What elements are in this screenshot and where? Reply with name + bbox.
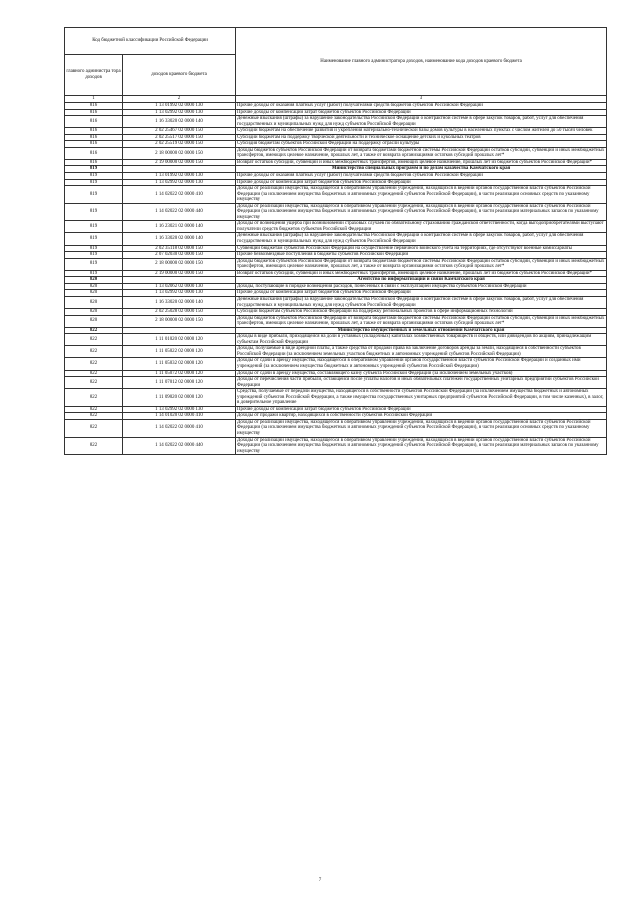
- admin-code-cell: 816: [65, 134, 123, 141]
- revenue-code-cell: 1 16 33020 02 0000 140: [123, 296, 236, 308]
- revenue-name-cell: Доходы от реализации имущества, находящегося в оперативном управлении учреждений, находящихся в ведении органов государственной власти субъектов Российской Федерации (за исключением имущества бюджетных и автономных учреждений субъектов Российской Федерации), в части реализации основных средств по указанному имуществу: [236, 419, 607, 437]
- revenue-code-cell: 1 13 02992 02 0000 130: [123, 406, 236, 413]
- revenue-name-cell: Денежные взыскания (штрафы) за нарушение законодательства Российской Федерации о контрактной системе в сфере закупок товаров, работ, услуг для обеспечения государственных и муниципальных нужд для нужд субъектов Российской Федерации: [236, 296, 607, 308]
- revenue-code-cell: 1 13 02992 02 0000 130: [123, 290, 236, 297]
- revenue-code-cell: 1 11 01020 02 0000 120: [123, 334, 236, 346]
- header-number-2: 2: [123, 96, 236, 103]
- revenue-name-cell: Субсидии бюджетам на поддержку творческой деятельности и техническое оснащение детских и кукольных театров: [236, 134, 607, 141]
- revenue-code-cell: 1 16 23021 02 0000 140: [123, 221, 236, 233]
- header-code-column: доходов краевого бюджета: [123, 55, 236, 96]
- revenue-name-cell: Субсидии бюджетам субъектов Российской Федерации на поддержку региональных проектов в сфере информационных технологий: [236, 309, 607, 316]
- table-body: [65, 28, 607, 455]
- admin-code-cell: 819: [65, 252, 123, 259]
- admin-code-cell: 819: [65, 245, 123, 252]
- table-row: [65, 258, 607, 270]
- revenue-name-cell: Субвенции бюджетам субъектов Российской Федерации на осуществление первичного воинского учета на территориях, где отсутствуют военные комиссариаты: [236, 245, 607, 252]
- admin-code-cell: 822: [65, 370, 123, 377]
- revenue-name-cell: Министерство имущественных и земельных отношений Камчатского края: [236, 327, 607, 334]
- revenue-code-cell: 2 18 00000 02 0000 150: [123, 315, 236, 327]
- page-number: 7: [318, 878, 322, 883]
- table-row: [65, 147, 607, 159]
- admin-code-cell: 819: [65, 173, 123, 180]
- header-group-title: Код бюджетной классификации Российской Федерации: [65, 28, 236, 55]
- admin-code-cell: 819: [65, 233, 123, 245]
- admin-code-cell: 819: [65, 186, 123, 204]
- revenue-name-cell: Прочие доходы от оказания платных услуг (работ) получателями средств бюджетов субъектов Российской Федерации: [236, 103, 607, 110]
- admin-code-cell: 819: [65, 270, 123, 277]
- admin-code-cell: 816: [65, 147, 123, 159]
- header-row-top: [65, 28, 607, 55]
- table-row: [65, 334, 607, 346]
- table-row: [65, 437, 607, 455]
- admin-code-cell: 820: [65, 283, 123, 290]
- admin-code-cell: 816: [65, 159, 123, 166]
- admin-code-cell: 822: [65, 413, 123, 420]
- header-number-row: [65, 96, 607, 103]
- admin-code-cell: 822: [65, 327, 123, 334]
- revenue-code-cell: 2 02 25517 02 0000 150: [123, 134, 236, 141]
- admin-code-cell: 822: [65, 389, 123, 407]
- admin-code-cell: 816: [65, 141, 123, 148]
- revenue-name-cell: Субсидии бюджетам на обеспечение развития и укрепления материально-технической базы домов культуры в населенных пунктах с числом жителей до 50 тысяч человек: [236, 128, 607, 135]
- revenue-code-cell: 2 18 00000 02 0000 150: [123, 147, 236, 159]
- revenue-code-cell: 1 14 01020 02 0000 410: [123, 413, 236, 420]
- revenue-name-cell: Прочие доходы от компенсации затрат бюджетов субъектов Российской Федерации: [236, 290, 607, 297]
- revenue-code-cell: 1 11 05032 02 0000 120: [123, 358, 236, 370]
- admin-code-cell: 816: [65, 109, 123, 116]
- admin-code-cell: 820: [65, 277, 123, 284]
- table-row: [65, 233, 607, 245]
- revenue-code-cell: 1 13 02062 02 0000 130: [123, 283, 236, 290]
- admin-code-cell: 822: [65, 334, 123, 346]
- revenue-code-cell: 1 16 33020 02 0000 140: [123, 233, 236, 245]
- table-row: [65, 346, 607, 358]
- header-admin-column: главного администра тора доходов: [65, 55, 123, 96]
- admin-code-cell: 822: [65, 346, 123, 358]
- revenue-name-cell: Доходы бюджетов субъектов Российской Федерации от возврата бюджетами бюджетной системы Российской Федерации остатков субсидий, субвенций и иных межбюджетных трансфертов, имеющих целевое назначение, прошлых лет, а также от возврата организациями остатков субсидий прошлых лет*: [236, 147, 607, 159]
- admin-code-cell: 819: [65, 179, 123, 186]
- header-number-1: 1: [65, 96, 123, 103]
- admin-code-cell: 819: [65, 221, 123, 233]
- revenue-code-cell: 2 02 25028 02 0000 150: [123, 309, 236, 316]
- revenue-code-cell: 2 19 00000 02 0000 150: [123, 270, 236, 277]
- revenue-name-cell: Доходы от сдачи в аренду имущества, составляющего казну субъекта Российской Федерации (за исключением земельных участков): [236, 370, 607, 377]
- table-row: [65, 203, 607, 221]
- admin-code-cell: 822: [65, 358, 123, 370]
- revenue-name-cell: Доходы от реализации имущества, находящегося в оперативном управлении учреждений, находящихся в ведении органов государственной власти субъектов Российской Федерации (за исключением имущества бюджетных и автономных учреждений субъектов Российской Федерации), в части реализации материальных запасов по указанному имуществу: [236, 437, 607, 455]
- revenue-name-cell: Агентство по информатизации и связи Камчатского края: [236, 277, 607, 284]
- revenue-name-cell: Доходы от перечисления части прибыли, остающейся после уплаты налогов и иных обязательных платежей государственных унитарных предприятий субъектов Российской Федерации: [236, 377, 607, 389]
- revenue-name-cell: Прочие доходы от оказания платных услуг (работ) получателями средств бюджетов субъектов Российской Федерации: [236, 173, 607, 180]
- revenue-code-cell: 1 13 02992 02 0000 130: [123, 109, 236, 116]
- admin-code-cell: 816: [65, 116, 123, 128]
- revenue-code-cell: 1 11 05072 02 0000 120: [123, 370, 236, 377]
- revenue-code-cell: 2 07 02030 02 0000 150: [123, 252, 236, 259]
- revenue-name-cell: Возврат остатков субсидий, субвенций и иных межбюджетных трансфертов, имеющих целевое назначение, прошлых лет из бюджетов субъектов Российской Федерации*: [236, 159, 607, 166]
- revenue-name-cell: Субсидия бюджетам субъектов Российской Федерации на поддержку отрасли культуры: [236, 141, 607, 148]
- revenue-code-cell: 2 19 00000 02 0000 150: [123, 159, 236, 166]
- revenue-name-cell: Средства, получаемые от передачи имущества, находящегося в собственности субъектов Российской Федерации (за исключением имущества бюджетных и автономных учреждений субъектов Российской Федерации, а также имущества государственных унитарных предприятий субъектов Российской Федерации, в том числе казенных), в залог, в доверительное управление: [236, 389, 607, 407]
- revenue-name-cell: Доходы от реализации имущества, находящегося в оперативном управлении учреждений, находящихся в ведении органов государственной власти субъектов Российской Федерации (за исключением имущества бюджетных и автономных учреждений субъектов Российской Федерации), в части реализации основных средств по указанному имуществу: [236, 186, 607, 204]
- revenue-name-cell: Доходы от реализации имущества, находящегося в оперативном управлении учреждений, находящихся в ведении органов государственной власти субъектов Российской Федерации (за исключением имущества бюджетных и автономных учреждений субъектов Российской Федерации), в части реализации материальных запасов по указанному имуществу: [236, 203, 607, 221]
- admin-code-cell: 820: [65, 315, 123, 327]
- revenue-name-cell: Доходы от продажи квартир, находящихся в собственности субъектов Российской Федерации: [236, 413, 607, 420]
- table-row: [65, 116, 607, 128]
- revenue-name-cell: Доходы бюджетов субъектов Российской Федерации от возврата бюджетами бюджетной системы Российской Федерации остатков субсидий, субвенций и иных межбюджетных трансфертов, имеющих целевое назначение, прошлых лет, а также от возврата организациями остатков субсидий прошлых лет*: [236, 315, 607, 327]
- revenue-code-cell: 2 02 35118 02 0000 150: [123, 245, 236, 252]
- table-row: [65, 221, 607, 233]
- revenue-codes-table: [64, 27, 607, 455]
- revenue-name-cell: Доходы от возмещения ущерба при возникновении страховых случаев по обязательному страхованию гражданской ответственности, когда выгодоприобретателями выступают получатели средств бюджетов субъектов Российской Федерации: [236, 221, 607, 233]
- revenue-name-cell: Доходы от сдачи в аренду имущества, находящегося в оперативном управлении органов государственной власти субъектов Российской Федерации и созданных ими учреждений (за исключением имущества бюджетных и автономных учреждений субъектов Российской Федерации): [236, 358, 607, 370]
- revenue-name-cell: Прочие доходы от компенсации затрат бюджетов субъектов Российской Федерации: [236, 179, 607, 186]
- admin-code-cell: 822: [65, 419, 123, 437]
- revenue-name-cell: Доходы в виде прибыли, приходящейся на доли в уставных (складочных) капиталах хозяйственных товариществ и обществ, или дивидендов по акциям, принадлежащим субъектам Российской Федерации: [236, 334, 607, 346]
- revenue-code-cell: 1 16 33020 02 0000 140: [123, 116, 236, 128]
- revenue-code-cell: 1 13 01992 02 0000 130: [123, 103, 236, 110]
- revenue-name-cell: Министерство специальных программ и по делам казачества Камчатского края: [236, 166, 607, 173]
- revenue-name-cell: Доходы, поступающие в порядке возмещения расходов, понесенных в связи с эксплуатацией имущества субъектов Российской Федерации: [236, 283, 607, 290]
- revenue-name-cell: Денежные взыскания (штрафы) за нарушение законодательства Российской Федерации о контрактной системе в сфере закупок товаров, работ, услуг для обеспечения государственных и муниципальных нужд для нужд субъектов Российской Федерации: [236, 116, 607, 128]
- revenue-code-cell: 1 11 09020 02 0000 120: [123, 389, 236, 407]
- revenue-code-cell: 1 14 02022 02 0000 440: [123, 437, 236, 455]
- admin-code-cell: 822: [65, 377, 123, 389]
- revenue-code-cell: 1 13 01992 02 0000 130: [123, 173, 236, 180]
- revenue-code-cell: 2 18 00000 02 0000 150: [123, 258, 236, 270]
- table-row: [65, 419, 607, 437]
- revenue-name-cell: Прочие доходы от компенсации затрат бюджетов субъектов Российской Федерации: [236, 406, 607, 413]
- admin-code-cell: 819: [65, 203, 123, 221]
- revenue-code-cell: 2 02 25519 02 0000 150: [123, 141, 236, 148]
- revenue-code-cell: 1 11 07012 02 0000 120: [123, 377, 236, 389]
- admin-code-cell: 819: [65, 166, 123, 173]
- admin-code-cell: 820: [65, 309, 123, 316]
- revenue-code-cell: 1 13 02992 02 0000 130: [123, 179, 236, 186]
- admin-code-cell: 816: [65, 103, 123, 110]
- admin-code-cell: 819: [65, 258, 123, 270]
- revenue-name-cell: Возврат остатков субсидий, субвенций и иных межбюджетных трансфертов, имеющих целевое назначение, прошлых лет из бюджетов субъектов Российской Федерации*: [236, 270, 607, 277]
- table-row: [65, 377, 607, 389]
- revenue-code-cell: 1 11 05022 02 0000 120: [123, 346, 236, 358]
- table-row: [65, 186, 607, 204]
- admin-code-cell: 820: [65, 296, 123, 308]
- table-row: [65, 296, 607, 308]
- revenue-code-cell: 1 14 02022 02 0000 410: [123, 186, 236, 204]
- header-number-3: 3: [236, 96, 607, 103]
- revenue-name-cell: Доходы, получаемые в виде арендной платы, а также средства от продажи права на заключение договоров аренды за земли, находящиеся в собственности субъектов Российской Федерации (за исключением земельных участков бюджетных и автономных учреждений субъектов Российской Федерации): [236, 346, 607, 358]
- revenue-code-cell: 1 14 02022 02 0000 410: [123, 419, 236, 437]
- admin-code-cell: 822: [65, 406, 123, 413]
- revenue-code-cell: 2 02 25467 02 0000 150: [123, 128, 236, 135]
- table-row: [65, 358, 607, 370]
- admin-code-cell: 822: [65, 437, 123, 455]
- header-name-column: Наименование главного администратора доходов, наименование кода доходов краевого бюджета: [236, 28, 607, 96]
- revenue-code-cell: 1 14 02022 02 0000 440: [123, 203, 236, 221]
- revenue-name-cell: Доходы бюджетов субъектов Российской Федерации от возврата бюджетами бюджетной системы Российской Федерации остатков субсидий, субвенций и иных межбюджетных трансфертов, имеющих целевое назначение, прошлых лет, а также от возврата организациями остатков субсидий прошлых лет*: [236, 258, 607, 270]
- revenue-name-cell: Денежные взыскания (штрафы) за нарушение законодательства Российской Федерации о контрактной системе в сфере закупок товаров, работ, услуг для обеспечения государственных и муниципальных нужд для нужд субъектов Российской Федерации: [236, 233, 607, 245]
- revenue-name-cell: Прочие доходы от компенсации затрат бюджетов субъектов Российской Федерации: [236, 109, 607, 116]
- admin-code-cell: 816: [65, 128, 123, 135]
- revenue-name-cell: Прочие безвозмездные поступления в бюджеты субъектов Российской Федерации: [236, 252, 607, 259]
- admin-code-cell: 820: [65, 290, 123, 297]
- table-row: [65, 315, 607, 327]
- table-row: [65, 389, 607, 407]
